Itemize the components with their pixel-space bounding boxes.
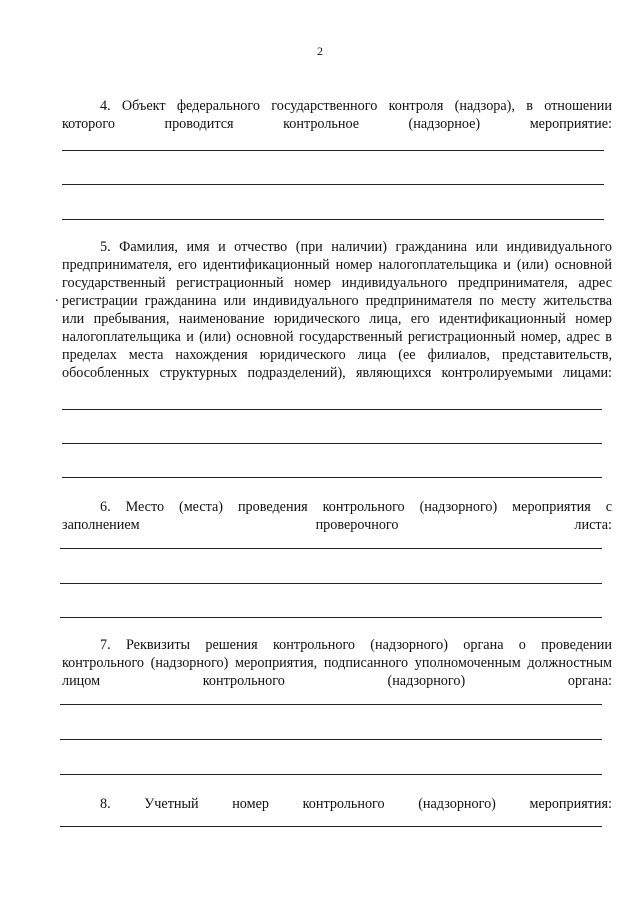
section-6 xyxy=(62,498,612,534)
page-number: 2 xyxy=(317,44,323,58)
section-4-fill-line-1[interactable] xyxy=(62,150,604,151)
section-5-fill-line-2[interactable] xyxy=(62,443,602,444)
section-7-fill-line-1[interactable] xyxy=(60,704,602,705)
section-6-fill-line-3[interactable] xyxy=(60,617,602,618)
section-6-text: 6. Место (места) проведения контрольного (надзорного) мероприятия с заполнением проверочного листа: xyxy=(62,499,612,533)
section-4-fill-line-2[interactable] xyxy=(62,184,604,185)
section-7-text: 7. Реквизиты решения контрольного (надзорного) органа о проведении контрольного (надзорного) мероприятия, подписанного уполномоченным должностным лицом контрольного (надзорного) органа: xyxy=(62,637,612,689)
section-5-text: 5. Фамилия, имя и отчество (при наличии) гражданина или индивидуального предпринимателя, его идентификационный номер налогоплательщика и (или) основной государственный регистрационный номер индивидуального предпринимателя, адрес регистрации гражданина или индивидуального предпринимателя по месту жительства или пребывания, наименование юридического лица, его идентификационный номер налогоплательщика и (или) основной государственный регистрационный номер, адрес в пределах места нахождения юридического лица (ее филиалов, представительств, обособленных структурных подразделений), являющихся контролируемыми лицами: xyxy=(62,239,612,381)
section-6-fill-line-1[interactable] xyxy=(60,548,602,549)
section-5-fill-line-3[interactable] xyxy=(62,477,602,478)
section-4-text: 4. Объект федерального государственного контроля (надзора), в отношении которого проводится контрольное (надзорное) мероприятие: xyxy=(62,98,612,132)
section-5-fill-line-1[interactable] xyxy=(62,409,602,410)
section-7-fill-line-2[interactable] xyxy=(60,739,602,740)
section-8-fill-line-1[interactable] xyxy=(60,826,602,827)
section-4-fill-line-3[interactable] xyxy=(62,219,604,220)
section-7 xyxy=(62,636,612,690)
section-8 xyxy=(62,795,612,813)
section-7-fill-line-3[interactable] xyxy=(60,774,602,775)
section-8-text: 8. Учетный номер контрольного (надзорного) мероприятия: xyxy=(100,796,612,812)
section-4 xyxy=(62,97,612,133)
section-5 xyxy=(62,238,612,382)
section-6-fill-line-2[interactable] xyxy=(60,583,602,584)
stray-mark: . xyxy=(55,290,59,305)
